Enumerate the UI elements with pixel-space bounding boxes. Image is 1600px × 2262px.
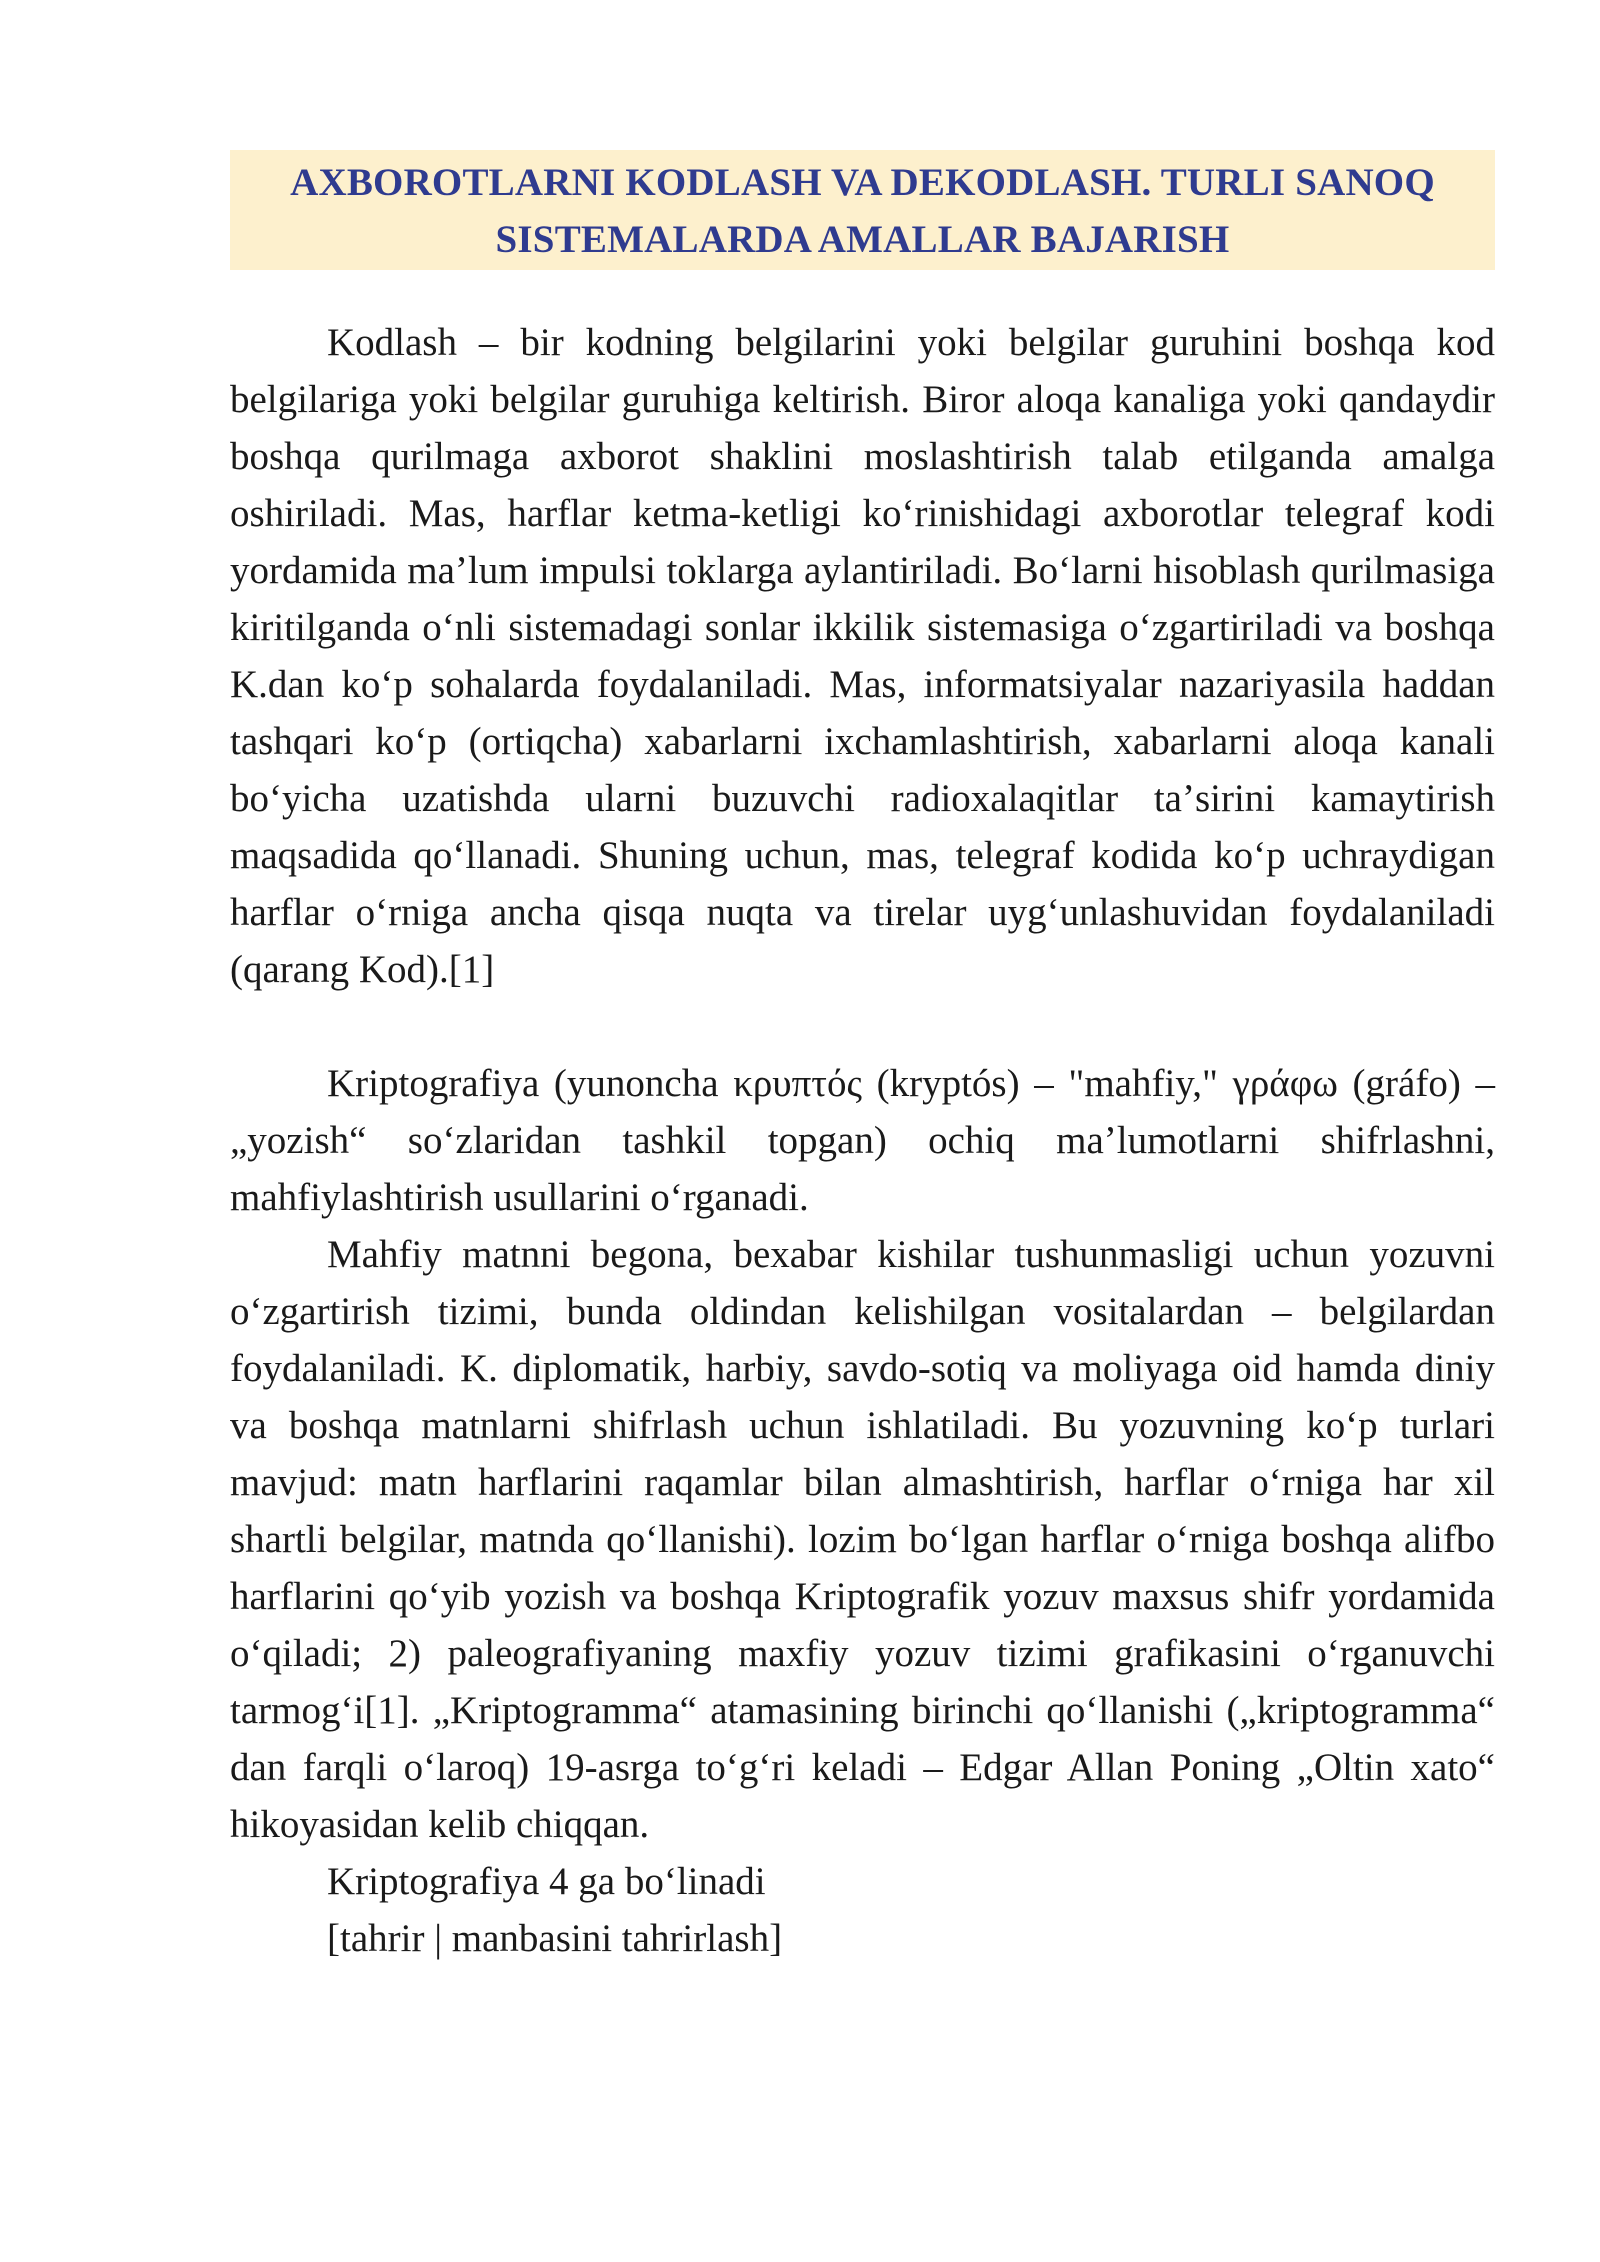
page-title-line-1: AXBOROTLARNI KODLASH VA DEKODLASH. TURLI SANOQ — [290, 161, 1435, 204]
paragraph-mahfiy-matn: Mahfiy matnni begona, bexabar kishilar tushunmasligi uchun yozuvni oʻzgartirish tizimi, bunda oldindan kelishilgan vositalardan – belgilardan foydalaniladi. K. diplomatik, harbiy, savdo-sotiq va moliyaga oid hamda diniy va boshqa matnlarni shifrlash uchun ishlatiladi. Bu yozuvning koʻp turlari mavjud: matn harflarini raqamlar bilan almashtirish, harflar oʻrniga har xil shartli belgilar, matnda qoʻllanishi). lozim boʻlgan harflar oʻrniga boshqa alifbo harflarini qoʻyib yozish va boshqa Kriptografik yozuv maxsus shifr yordamida oʻqiladi; 2) paleografiyaning maxfiy yozuv tizimi grafikasini oʻrganuvchi tarmogʻi[1]. „Kriptogramma“ atamasining birinchi qoʻllanishi („kriptogramma“ dan farqli oʻlaroq) 19-asrga toʻgʻri keladi – Edgar Allan Poning „Oltin xato“ hikoyasidan kelib chiqqan. — [230, 1233, 1495, 1846]
edit-links: [tahrir | manbasini tahrirlash] — [327, 1917, 783, 1960]
title-block — [230, 150, 1495, 270]
paragraph-kriptografiya-division: Kriptografiya 4 ga boʻlinadi — [327, 1860, 766, 1903]
paragraph-kodlash: Kodlash – bir kodning belgilarini yoki belgilar guruhini boshqa kod belgilariga yoki belgilar guruhiga keltirish. Biror aloqa kanaliga yoki qandaydir boshqa qurilmaga axborot shaklini moslashtirish talab etilganda amalga oshiriladi. Mas, harflar ketma-ketligi koʻrinishidagi axborotlar telegraf kodi yordamida maʼlum impulsi toklarga aylantiriladi. Boʻlarni hisoblash qurilmasiga kiritilganda oʻnli sistemadagi sonlar ikkilik sistemasiga oʻzgartiriladi va boshqa K.dan koʻp sohalarda foydalaniladi. Mas, informatsiyalar nazariyasila haddan tashqari koʻp (ortiqcha) xabarlarni ixchamlashtirish, xabarlarni aloqa kanali boʻyicha uzatishda ularni buzuvchi radioxalaqitlar taʼsirini kamaytirish maqsadida qoʻllanadi. Shuning uchun, mas, telegraf kodida koʻp uchraydigan harflar oʻrniga ancha qisqa nuqta va tirelar uygʻunlashuvidan foydalaniladi (qarang Kod).[1] — [230, 321, 1495, 991]
paragraph-kriptografiya-definition: Kriptografiya (yunoncha κρυπτός (kryptós) – "mahfiy," γράφω (gráfo) – „yozish“ soʻzlaridan tashkil topgan) ochiq maʼlumotlarni shifrlashni, mahfiylashtirish usullarini oʻrganadi. — [230, 1062, 1495, 1219]
page-title-line-2: SISTEMALARDA AMALLAR BAJARISH — [495, 218, 1230, 261]
document-page — [230, 150, 1495, 1967]
